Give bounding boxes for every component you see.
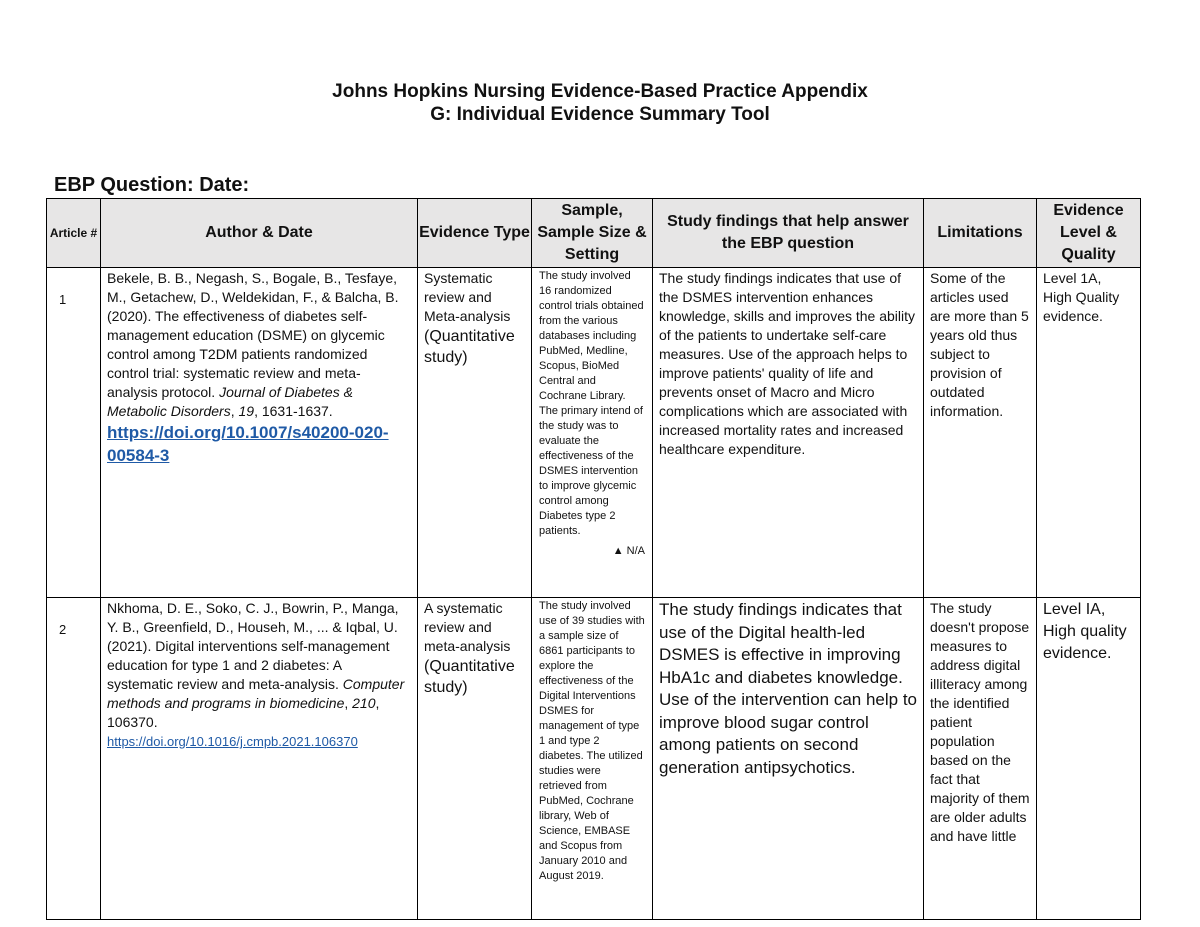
author-citation xyxy=(101,268,418,598)
table-row xyxy=(47,598,1141,920)
sample-setting xyxy=(539,544,645,559)
citation-journal: Journal of Diabetes & Metabolic Disorders xyxy=(107,384,353,419)
sample-setting-text: N/A xyxy=(626,545,645,557)
article-number: 1 xyxy=(47,268,101,598)
doi-link[interactable]: https://doi.org/10.1016/j.cmpb.2021.106370 xyxy=(107,734,358,749)
evidence-type-cell xyxy=(418,598,532,920)
header-limitations: Limitations xyxy=(924,199,1037,268)
author-citation xyxy=(101,598,418,920)
citation-volume: 19 xyxy=(238,403,255,419)
setting-icon: ▲ xyxy=(612,545,624,557)
sample-cell xyxy=(532,268,653,598)
findings-cell: The study findings indicates that use of the Digital health-led DSMES is effective in improving HbA1c and diabetes knowledge. Use of the intervention can help to improve blood sugar control among patients on second generation antipsychotics. xyxy=(653,598,924,920)
article-number: 2 xyxy=(47,598,101,920)
citation-separator: , xyxy=(344,695,353,711)
header-evidence-level: Evidence Level & Quality xyxy=(1037,199,1141,268)
evidence-type-note: (Quantitative study) xyxy=(424,658,515,696)
limitations-cell: The study doesn't propose measures to address digital illiteracy among the identified patient population based on the fact that majority of them are older adults and have little xyxy=(924,598,1037,920)
title-line-1: Johns Hopkins Nursing Evidence-Based Practice Appendix xyxy=(332,81,868,102)
citation-journal: Computer methods and programs in biomedicine xyxy=(107,676,405,711)
evidence-level-cell: Level 1A, High Quality evidence. xyxy=(1037,268,1141,598)
findings-cell: The study findings indicates that use of the DSMES intervention enhances knowledge, skills and improves the ability of the patients to undertake self-care measures. Use of the approach helps to improve patients' quality of life and prevents onset of Macro and Micro complications which are associated with increased mortality rates and increased healthcare expenditure. xyxy=(653,268,924,598)
evidence-summary-table xyxy=(46,198,1141,920)
evidence-type-text: Systematic review and Meta-analysis xyxy=(424,270,511,324)
limitations-cell: Some of the articles used are more than 5 years old thus subject to provision of outdated information. xyxy=(924,268,1037,598)
header-findings: Study findings that help answer the EBP question xyxy=(653,199,924,268)
table-header-row xyxy=(47,199,1141,268)
title-line-2: G: Individual Evidence Summary Tool xyxy=(430,104,770,125)
header-evidence-type: Evidence Type xyxy=(418,199,532,268)
evidence-type-text: A systematic review and meta-analysis xyxy=(424,600,511,654)
citation-pages: , 1631-1637. xyxy=(254,403,333,419)
evidence-type-cell xyxy=(418,268,532,598)
sample-cell: The study involved use of 39 studies with a sample size of 6861 participants to explore the effectiveness of the Digital Interventions DSMES for management of type 1 and type 2 diabetes. The utilized studies were retrieved from PubMed, Cochrane library, Web of Science, EMBASE and Scopus from January 2010 and August 2019. xyxy=(532,598,653,920)
header-author-date: Author & Date xyxy=(101,199,418,268)
table-row xyxy=(47,268,1141,598)
citation-pages: , 106370. xyxy=(107,695,380,730)
citation-volume: 210 xyxy=(352,695,376,711)
evidence-type-note: (Quantitative study) xyxy=(424,328,515,366)
citation-text: Bekele, B. B., Negash, S., Bogale, B., Tesfaye, M., Getachew, D., Weldekidan, F., & Balcha, B. (2020). The effectiveness of diabetes self-management education (DSME) on glycemic control among T2DM patients randomized control trial: systematic review and meta-analysis protocol. xyxy=(107,270,399,400)
header-article: Article # xyxy=(47,199,101,268)
citation-text: Nkhoma, D. E., Soko, C. J., Bowrin, P., Manga, Y. B., Greenfield, D., Househ, M., ... & Iqbal, U. (2021). Digital interventions self-management education for type 1 and 2 diabetes: A systematic review and meta-analysis. xyxy=(107,600,399,692)
citation-separator: , xyxy=(230,403,239,419)
ebp-question-label: EBP Question: Date: xyxy=(54,174,250,196)
evidence-level-cell: Level IA, High quality evidence. xyxy=(1037,598,1141,920)
header-sample: Sample, Sample Size & Setting xyxy=(532,199,653,268)
doi-link[interactable]: https://doi.org/10.1007/s40200-020-00584-3 xyxy=(107,423,389,465)
document-title xyxy=(0,80,1200,126)
sample-text: The study involved 16 randomized control trials obtained from the various databases including PubMed, Medline, Scopus, BioMed Central and Cochrane Library. The primary intend of the study was to evaluate the effectiveness of the DSMES intervention to improve glycemic control among Diabetes type 2 patients. xyxy=(539,270,644,537)
